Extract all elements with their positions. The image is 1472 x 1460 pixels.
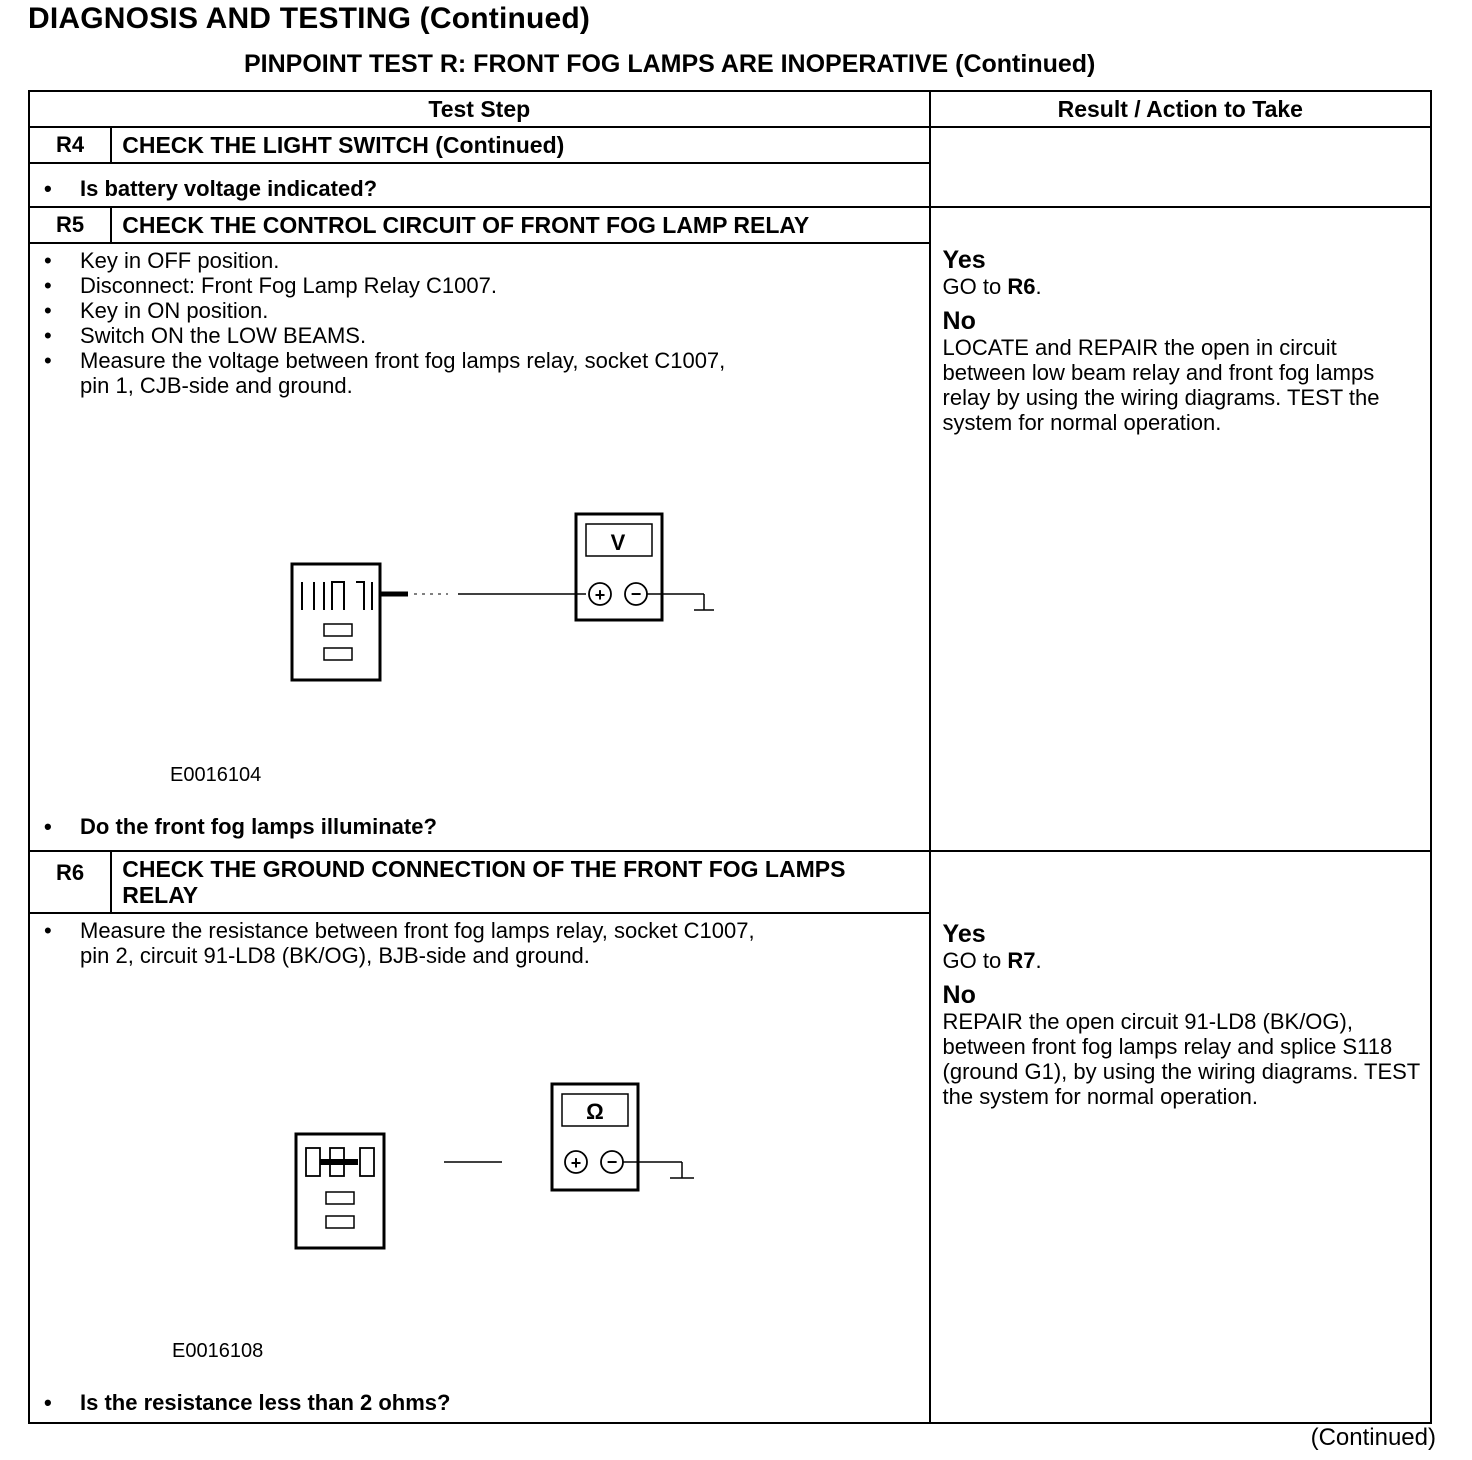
continued-footer: (Continued) — [1310, 1424, 1436, 1451]
result-no-label-r5: No — [942, 307, 976, 335]
step-r6-title-row — [29, 851, 1431, 913]
svg-text:−: − — [630, 584, 642, 604]
table-header-row — [29, 91, 1431, 127]
step-bullet-r5-3: • Key in ON position. — [80, 298, 929, 323]
meter-symbol-r5: V — [610, 530, 626, 555]
step-title-r4: CHECK THE LIGHT SWITCH (Continued) — [111, 127, 929, 163]
ohmmeter-test-diagram — [286, 1082, 806, 1262]
step-r4-title-row — [29, 127, 1431, 163]
step-body-r4 — [29, 163, 930, 207]
result-yes-label-r5: Yes — [942, 246, 986, 274]
step-question-r5: • Do the front fog lamps illuminate? — [80, 814, 437, 839]
step-bullet-r5-2: • Disconnect: Front Fog Lamp Relay C1007. — [80, 273, 929, 298]
column-header-test-step: Test Step — [29, 91, 930, 127]
figure-id-r5: E0016104 — [170, 764, 262, 786]
result-cell-r4 — [930, 127, 1431, 207]
step-r5-title-row — [29, 207, 1431, 243]
result-no-action-r6: REPAIR the open circuit 91-LD8 (BK/OG), between front fog lamps relay and splice S118 (ground G1), by using the wiring diagrams. TEST the system for normal operation. — [942, 1009, 1420, 1109]
step-question-r6: • Is the resistance less than 2 ohms? — [80, 1390, 450, 1415]
step-title-r6: CHECK THE GROUND CONNECTION OF THE FRONT FOG LAMPS RELAY — [111, 851, 929, 913]
svg-text:−: − — [606, 1152, 618, 1172]
step-id-r4: R4 — [29, 127, 111, 163]
result-yes-action-r6: GO to R7. — [942, 948, 1042, 973]
step-id-r5: R5 — [29, 207, 111, 243]
svg-text:+: + — [594, 585, 606, 605]
step-bullet-r6-1: • Measure the resistance between front fog lamps relay, socket C1007, pin 2, circuit 91-LD8 (BK/OG), BJB-side and ground. — [80, 918, 780, 968]
step-question-r4: • Is battery voltage indicated? — [80, 176, 929, 201]
goto-target-r6[interactable]: R6 — [1007, 274, 1036, 299]
result-cell-r6 — [930, 851, 1431, 1423]
step-body-r5 — [29, 243, 930, 851]
goto-target-r7[interactable]: R7 — [1007, 948, 1036, 973]
meter-symbol-r6: Ω — [586, 1099, 604, 1124]
page-title: DIAGNOSIS AND TESTING (Continued) — [28, 2, 591, 35]
pinpoint-test-title: PINPOINT TEST R: FRONT FOG LAMPS ARE INOPERATIVE (Continued) — [244, 50, 1096, 78]
step-bullet-r5-4: • Switch ON the LOW BEAMS. — [80, 323, 929, 348]
step-body-r6 — [29, 913, 930, 1423]
result-yes-label-r6: Yes — [942, 920, 986, 948]
result-no-label-r6: No — [942, 981, 976, 1009]
column-header-result: Result / Action to Take — [930, 91, 1431, 127]
step-title-r5: CHECK THE CONTROL CIRCUIT OF FRONT FOG LAMP RELAY — [111, 207, 929, 243]
pinpoint-test-table — [28, 90, 1432, 1424]
voltmeter-test-diagram — [280, 512, 800, 712]
relay-socket-icon — [296, 1134, 384, 1248]
result-yes-action-r5: GO to R6. — [942, 274, 1042, 299]
result-cell-r5 — [930, 207, 1431, 851]
figure-id-r6: E0016108 — [172, 1340, 264, 1362]
result-no-action-r5: LOCATE and REPAIR the open in circuit between low beam relay and front fog lamps relay by using the wiring diagrams. TEST the system for normal operation. — [942, 335, 1380, 435]
svg-text:+: + — [570, 1153, 582, 1173]
step-id-r6: R6 — [29, 851, 111, 913]
step-bullet-r5-1: • Key in OFF position. — [80, 248, 929, 273]
step-bullet-r5-5: • Measure the voltage between front fog lamps relay, socket C1007, pin 1, CJB-side and ground. — [80, 348, 760, 398]
